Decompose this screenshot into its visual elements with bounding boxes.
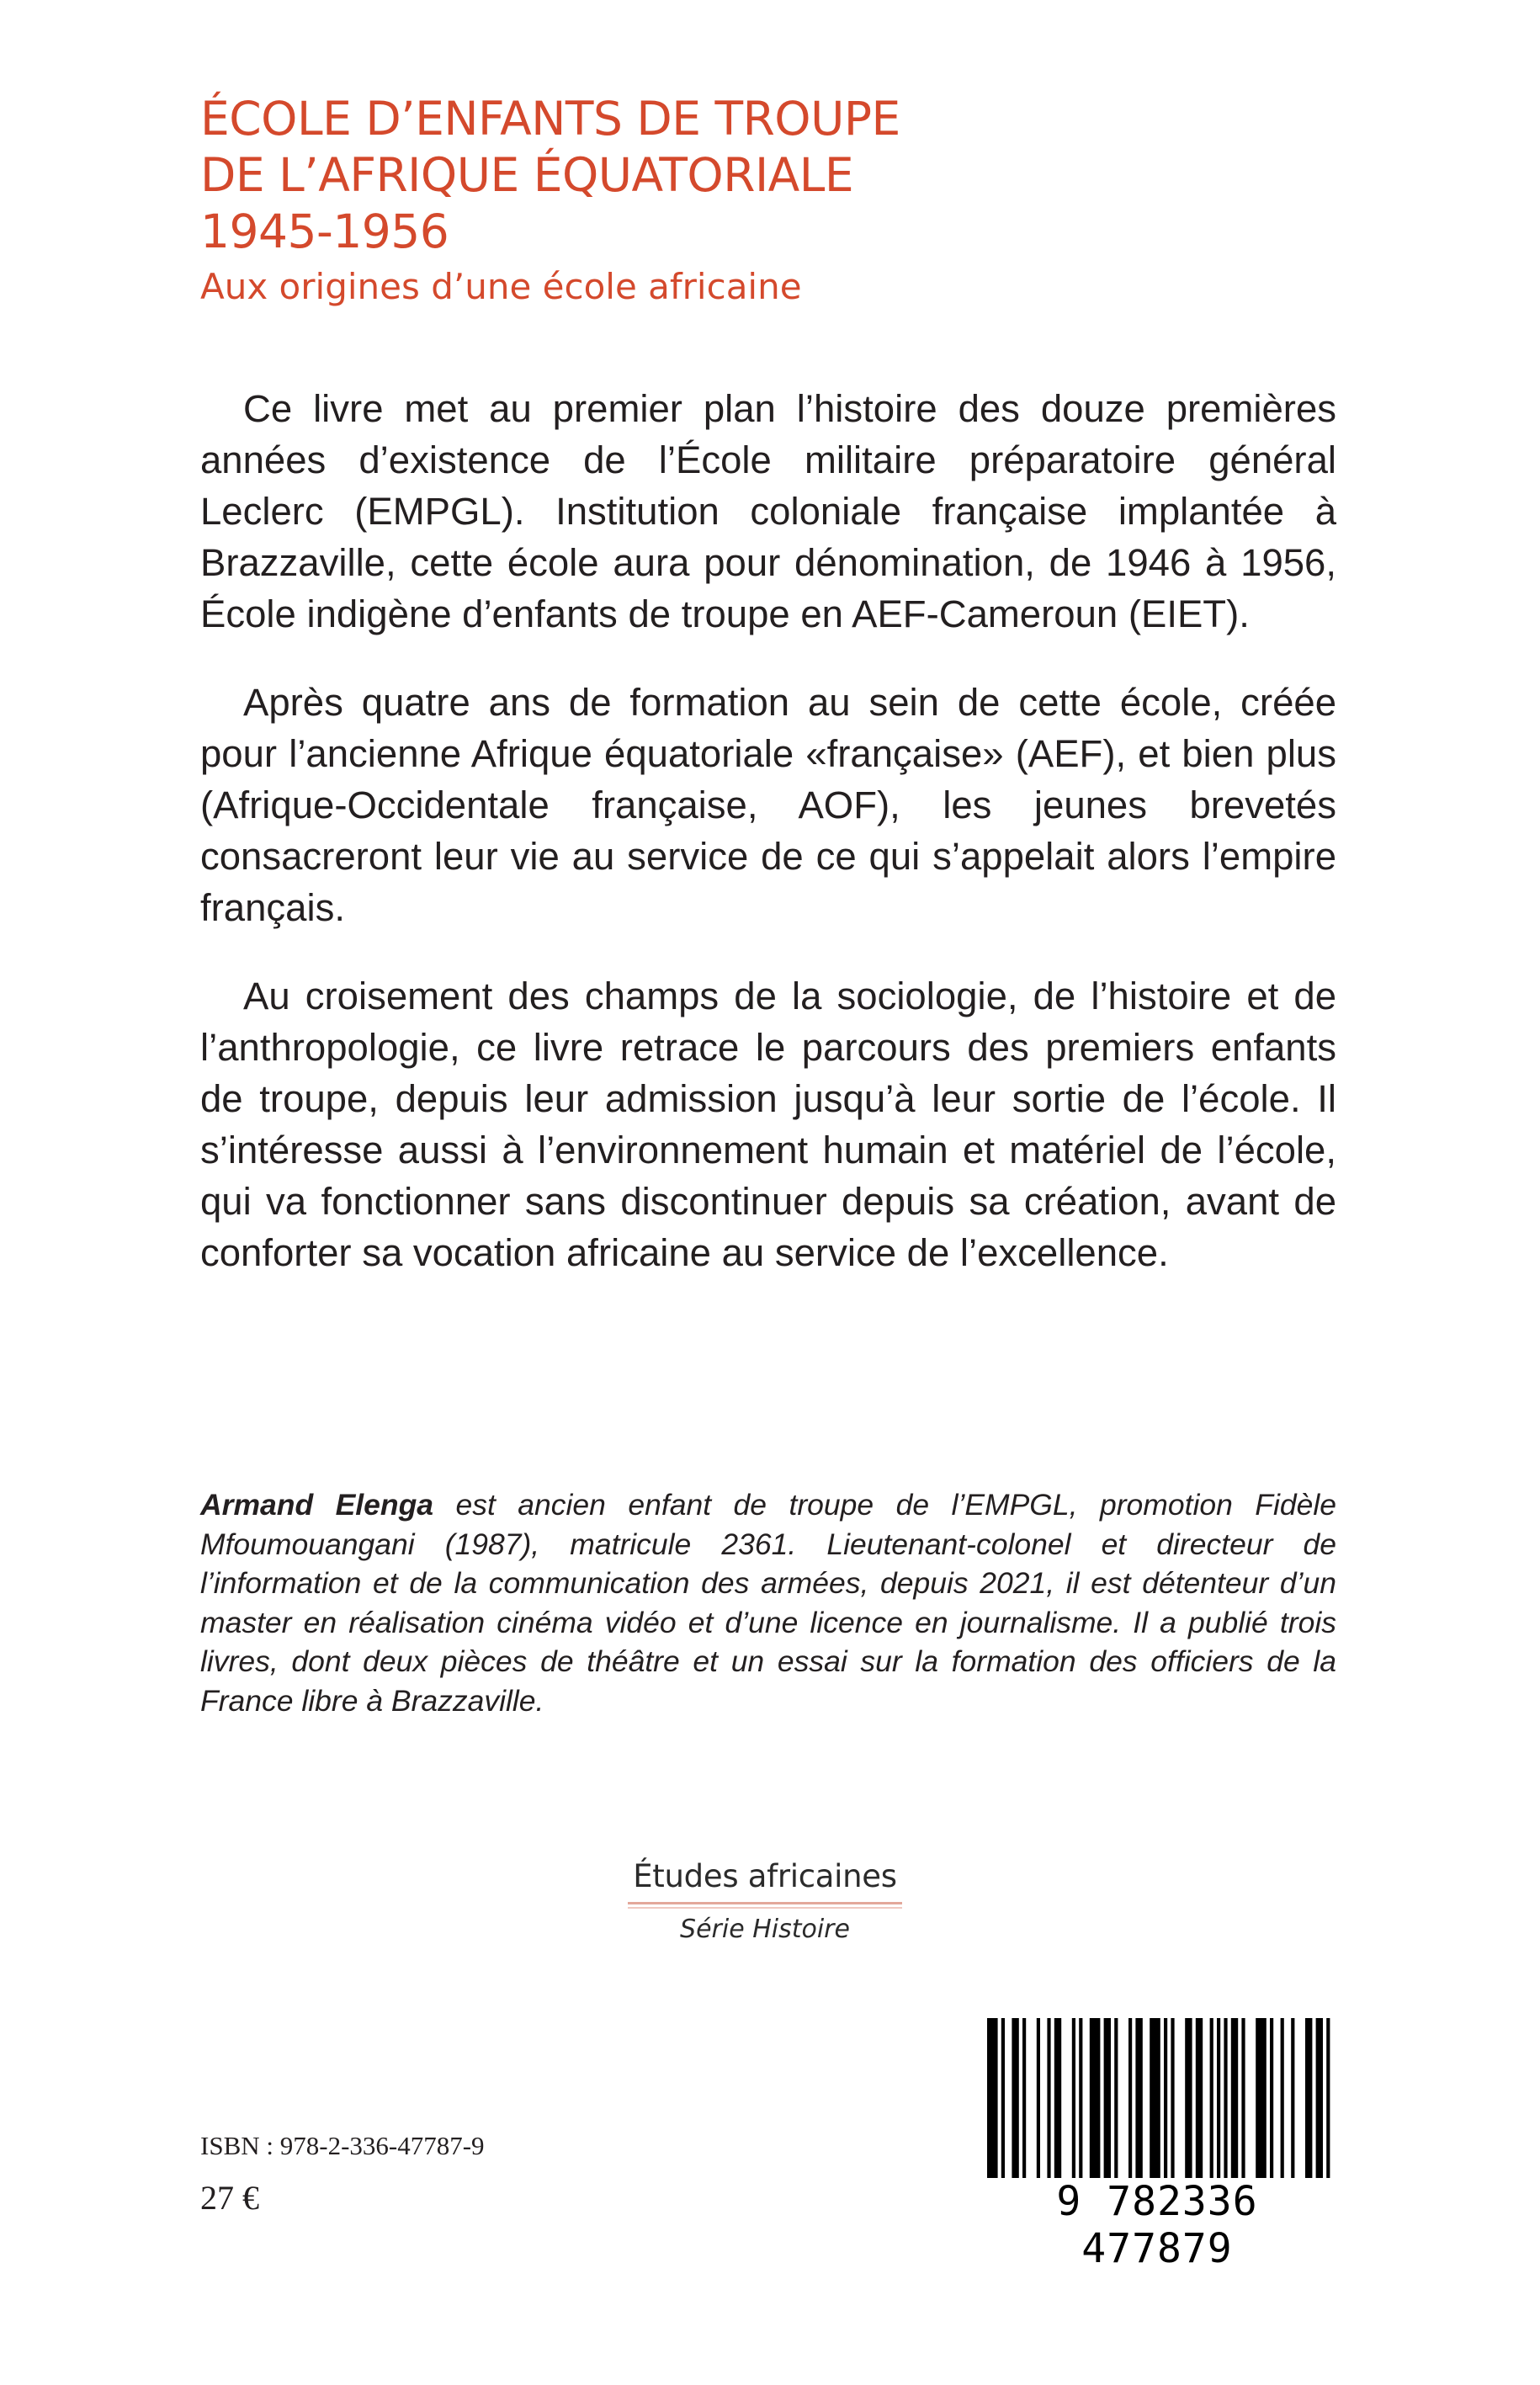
title-block bbox=[200, 91, 1378, 311]
series-name: Série Histoire bbox=[680, 1915, 850, 1944]
book-title-years: 1945-1956 bbox=[200, 205, 449, 258]
barcode-digits: 9 782336 477879 bbox=[980, 2178, 1334, 2225]
collection-logo bbox=[628, 1858, 902, 1947]
isbn-label: ISBN : 978-2-336-47787-9 bbox=[200, 2131, 485, 2160]
barcode bbox=[980, 2018, 1334, 2272]
author-bio bbox=[200, 1485, 1336, 1720]
blurb-paragraph-3: Au croisement des champs de la sociologie, de l’histoire et de l’anthropologie, ce livre retrace le parcours des premiers enfants de troupe, depuis leur admission jusqu’à leur sortie de l’école. Il s’intéresse aussi à l’environnement humain et matériel de l’école, qui va fonctionner sans discontinuer depuis sa création, avant de conforter sa vocation africaine au service de l’excellence. bbox=[200, 975, 1336, 1274]
author-name: Armand Elenga bbox=[200, 1488, 433, 1522]
book-title-line-2: DE L’AFRIQUE ÉQUATORIALE bbox=[200, 148, 854, 202]
blurb-paragraph-2: Après quatre ans de formation au sein de cette école, créée pour l’ancienne Afrique équatoriale «française» (AEF), et bien plus (Afrique-Occidentale française, AOF), les jeunes brevetés consacreront leur vie au service de ce qui s’appelait alors l’empire français. bbox=[200, 681, 1336, 929]
book-subtitle: Aux origines d’une école africaine bbox=[200, 266, 802, 307]
collection-rule bbox=[628, 1902, 902, 1904]
collection-name: Études africaines bbox=[633, 1858, 897, 1894]
blurb-paragraph-1: Ce livre met au premier plan l’histoire des douze premières années d’existence de l’École militaire préparatoire général Leclerc (EMPGL). Institution coloniale française implantée à Brazzaville, cette école aura pour dénomination, de 1946 à 1956, École indigène d’enfants de troupe en AEF-Cameroun (EIET). bbox=[200, 387, 1336, 635]
author-bio-text: est ancien enfant de troupe de l’EMPGL, promotion Fidèle Mfoumouangani (1987), matricule 2361. Lieutenant-colonel et directeur de l’information et de la communication des armées, depuis 2021, il est détenteur d’un master en réalisation cinéma vidéo et d’une licence en journalisme. Il a publié trois livres, dont deux pièces de théâtre et un essai sur la formation des officiers de la France libre à Brazzaville. bbox=[200, 1488, 1336, 1718]
collection-rule-thin bbox=[628, 1907, 902, 1909]
back-cover-blurb bbox=[200, 383, 1336, 1315]
book-title-line-1: ÉCOLE D’ENFANTS DE TROUPE bbox=[200, 92, 900, 146]
price-label: 27 € bbox=[200, 2179, 259, 2217]
